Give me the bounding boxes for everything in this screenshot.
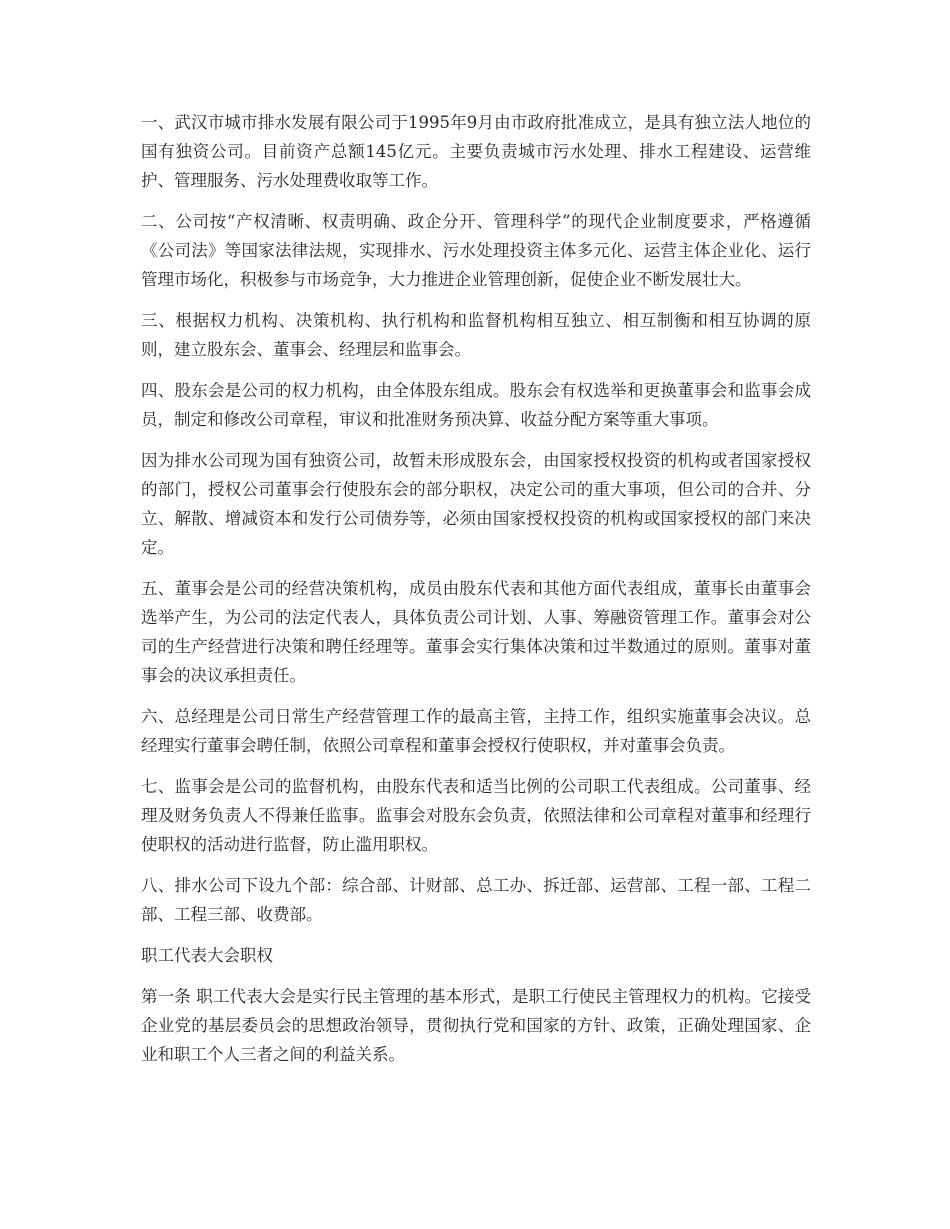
paragraph-5: 因为排水公司现为国有独资公司，故暂未形成股东会，由国家授权投资的机构或者国家授权的部门，授权公司董事会行使股东会的部分职权，决定公司的重大事项，但公司的合并、分立、解散、增减资本和发行公司债券等，必须由国家授权投资的机构或国家授权的部门来决定。 [141,451,811,557]
paragraph-7: 六、总经理是公司日常生产经营管理工作的最高主管，主持工作，组织实施董事会决议。总经理实行董事会聘任制，依照公司章程和董事会授权行使职权，并对董事会负责。 [141,707,811,755]
section-heading: 职工代表大会职权 [141,946,273,965]
paragraph-9: 八、排水公司下设九个部：综合部、计财部、总工办、拆迁部、运营部、工程一部、工程二部、工程三部、收费部。 [141,876,811,924]
paragraph-2: 二、公司按“产权清晰、权责明确、政企分开、管理科学”的现代企业制度要求，严格遵循《公司法》等国家法律法规，实现排水、污水处理投资主体多元化、运营主体企业化、运行管理市场化，积极参与市场竞争，大力推进企业管理创新，促使企业不断发展壮大。 [141,212,811,289]
document-body [141,108,811,1081]
paragraph-10: 第一条 职工代表大会是实行民主管理的基本形式，是职工行使民主管理权力的机构。它接受企业党的基层委员会的思想政治领导，贯彻执行党和国家的方针、政策，正确处理国家、企业和职工个人三者之间的利益关系。 [141,987,811,1064]
paragraph-8: 七、监事会是公司的监督机构，由股东代表和适当比例的公司职工代表组成。公司董事、经理及财务负责人不得兼任监事。监事会对股东会负责，依照法律和公司章程对董事和经理行使职权的活动进行监督，防止滥用职权。 [141,777,811,854]
paragraph-3: 三、根据权力机构、决策机构、执行机构和监督机构相互独立、相互制衡和相互协调的原则，建立股东会、董事会、经理层和监事会。 [141,311,811,359]
paragraph-6: 五、董事会是公司的经营决策机构，成员由股东代表和其他方面代表组成，董事长由董事会选举产生，为公司的法定代表人，具体负责公司计划、人事、筹融资管理工作。董事会对公司的生产经营进行决策和聘任经理等。董事会实行集体决策和过半数通过的原则。董事对董事会的决议承担责任。 [141,579,811,685]
paragraph-4: 四、股东会是公司的权力机构，由全体股东组成。股东会有权选举和更换董事会和监事会成员，制定和修改公司章程，审议和批准财务预决算、收益分配方案等重大事项。 [141,381,811,429]
paragraph-1: 一、武汉市城市排水发展有限公司于1995年9月由市政府批准成立，是具有独立法人地位的国有独资公司。目前资产总额145亿元。主要负责城市污水处理、排水工程建设、运营维护、管理服务、污水处理费收取等工作。 [141,113,811,190]
